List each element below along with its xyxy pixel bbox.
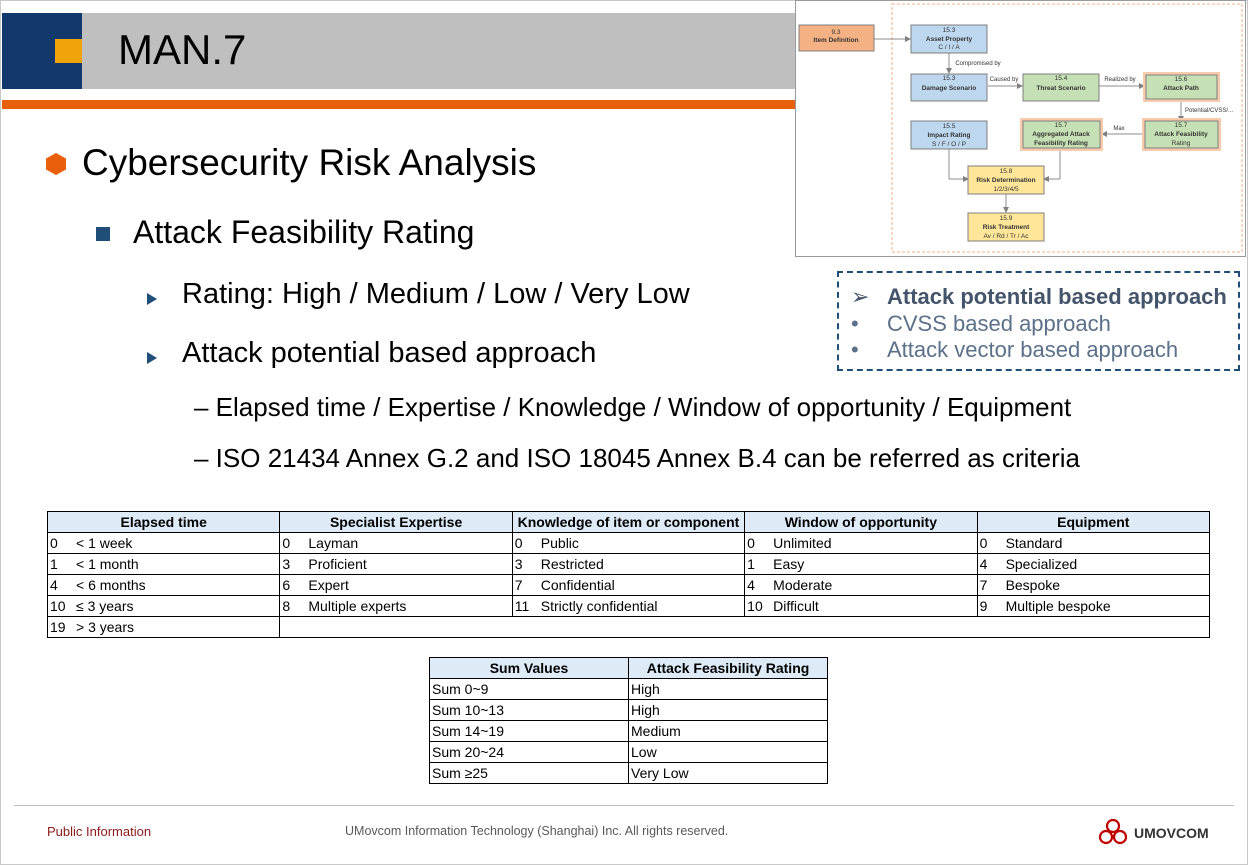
table-cell: 0 Public: [512, 533, 744, 554]
svg-text:15.3: 15.3: [942, 75, 956, 82]
diagram-node-damage-scenario: [911, 74, 987, 101]
table-cell: Low: [629, 742, 828, 763]
slide-title: MAN.7: [118, 26, 247, 73]
column-header: Sum Values: [430, 658, 629, 679]
table-cell: 0 Standard: [977, 533, 1209, 554]
table-cell: 7 Bespoke: [977, 575, 1209, 596]
svg-text:S / F / O / P: S / F / O / P: [932, 141, 966, 148]
svg-text:Asset Property: Asset Property: [925, 36, 973, 43]
svg-text:Rating: Rating: [1171, 140, 1191, 147]
svg-text:15.6: 15.6: [1174, 76, 1188, 83]
diagram-node-attack-path: [1143, 72, 1220, 102]
column-header: Equipment: [977, 512, 1209, 533]
svg-text:Aggregated Attack: Aggregated Attack: [1032, 131, 1090, 138]
svg-text:Impact Rating: Impact Rating: [927, 132, 971, 139]
copyright-text: UMovcom Information Technology (Shanghai) Inc. All rights reserved.: [345, 824, 729, 838]
svg-text:Risk Treatment: Risk Treatment: [982, 224, 1030, 231]
bullet-criteria: – ISO 21434 Annex G.2 and ISO 18045 Annex B.4 can be referred as criteria: [194, 443, 1081, 473]
sum-rating-table: [429, 657, 828, 784]
table-header-row: [430, 658, 828, 679]
bullet-rating: Rating: High / Medium / Low / Very Low: [182, 278, 690, 310]
column-header: Attack Feasibility Rating: [629, 658, 828, 679]
diagram-node-aggregated-feasibility: [1020, 118, 1103, 151]
table-cell: 0 Layman: [280, 533, 512, 554]
table-row: [48, 554, 1210, 575]
svg-text:Item Definition: Item Definition: [813, 37, 859, 44]
column-header: Window of opportunity: [745, 512, 977, 533]
svg-text:15.7: 15.7: [1174, 122, 1188, 129]
approach-box: [837, 271, 1240, 371]
table-cell: 4 < 6 months: [48, 575, 280, 596]
umovcom-logo-icon: [1097, 818, 1129, 846]
table-row: [48, 617, 1210, 638]
table-cell: Sum 20~24: [430, 742, 629, 763]
svg-text:Threat Scenario: Threat Scenario: [1036, 85, 1086, 92]
approach-item: • Attack vector based approach: [851, 337, 1179, 362]
diagram-node-threat-scenario: [1023, 74, 1099, 101]
table-cell: Sum 0~9: [430, 679, 629, 700]
svg-text:15.7: 15.7: [1054, 122, 1068, 129]
bullet-level1: Cybersecurity Risk Analysis: [82, 142, 537, 183]
table-row: [430, 700, 828, 721]
footer-divider: [14, 805, 1234, 806]
table-cell: Sum 10~13: [430, 700, 629, 721]
diagram-node-asset-property: [911, 25, 987, 53]
column-header: Elapsed time: [48, 512, 280, 533]
edge-label: Max: [1113, 126, 1125, 132]
edge-label: Realized by: [1104, 77, 1136, 83]
table-header-row: [48, 512, 1210, 533]
table-cell: Sum 14~19: [430, 721, 629, 742]
table-cell: 10 Difficult: [745, 596, 977, 617]
svg-text:15.5: 15.5: [942, 123, 956, 130]
svg-text:Attack Feasibility: Attack Feasibility: [1154, 131, 1208, 138]
square-bullet-icon: [96, 227, 110, 241]
svg-text:1/2/3/4/5: 1/2/3/4/5: [993, 186, 1019, 193]
table-cell: Sum ≥25: [430, 763, 629, 784]
table-cell: 6 Expert: [280, 575, 512, 596]
arrow-bullet-icon: [147, 352, 157, 364]
column-header: Knowledge of item or component: [512, 512, 744, 533]
table-row: [430, 742, 828, 763]
table-cell: Medium: [629, 721, 828, 742]
table-cell: 4 Moderate: [745, 575, 977, 596]
diagram-node-risk-treatment: [968, 213, 1044, 241]
edge-label: Potential/CVSS/...: [1184, 108, 1234, 114]
bullet-factors: – Elapsed time / Expertise / Knowledge / Window of opportunity / Equipment: [194, 392, 1072, 422]
table-row: [48, 533, 1210, 554]
svg-text:9.3: 9.3: [831, 29, 841, 36]
table-cell-empty: [280, 617, 1210, 638]
svg-text:15.8: 15.8: [999, 168, 1013, 175]
table-cell: 19 > 3 years: [48, 617, 280, 638]
table-row: [430, 763, 828, 784]
table-cell: 3 Proficient: [280, 554, 512, 575]
bullet-attack-potential: Attack potential based approach: [182, 337, 597, 369]
edge-label: Caused by: [989, 77, 1019, 83]
table-cell: Very Low: [629, 763, 828, 784]
hexagon-bullet-icon: [46, 153, 66, 175]
attack-potential-factor-table: [47, 511, 1210, 638]
diagram-node-risk-determination: [968, 166, 1044, 194]
table-cell: 4 Specialized: [977, 554, 1209, 575]
table-cell: 1 < 1 month: [48, 554, 280, 575]
table-row: [48, 575, 1210, 596]
bullet-level2: Attack Feasibility Rating: [133, 214, 475, 250]
column-header: Specialist Expertise: [280, 512, 512, 533]
svg-text:15.4: 15.4: [1054, 75, 1068, 82]
table-cell: 0 < 1 week: [48, 533, 280, 554]
svg-text:Attack Path: Attack Path: [1163, 85, 1199, 92]
svg-text:C / I / A: C / I / A: [938, 44, 960, 51]
svg-text:Risk Determination: Risk Determination: [976, 177, 1036, 184]
table-cell: 7 Confidential: [512, 575, 744, 596]
svg-text:15.9: 15.9: [999, 215, 1013, 222]
approach-item: ➢ Attack potential based approach: [851, 284, 1227, 309]
table-cell: 1 Easy: [745, 554, 977, 575]
header-underline: [2, 100, 798, 109]
table-cell: 3 Restricted: [512, 554, 744, 575]
svg-text:Damage Scenario: Damage Scenario: [921, 85, 977, 92]
header-accent-square: [55, 39, 82, 63]
table-cell: High: [629, 679, 828, 700]
table-row: [430, 679, 828, 700]
classification-label: Public Information: [47, 824, 152, 839]
edge-label: Compromised by: [955, 61, 1001, 67]
diagram-node-impact-rating: [911, 121, 987, 149]
svg-text:Av / Rd / Tr / Ac: Av / Rd / Tr / Ac: [983, 233, 1029, 240]
table-cell: 8 Multiple experts: [280, 596, 512, 617]
table-cell: 10 ≤ 3 years: [48, 596, 280, 617]
svg-text:15.3: 15.3: [942, 27, 956, 34]
table-cell: 0 Unlimited: [745, 533, 977, 554]
table-row: [430, 721, 828, 742]
table-cell: 9 Multiple bespoke: [977, 596, 1209, 617]
arrow-bullet-icon: [147, 293, 157, 305]
table-row: [48, 596, 1210, 617]
logo-text: UMOVCOM: [1134, 825, 1209, 841]
diagram-node-item-definition: [799, 25, 874, 51]
svg-text:Feasibility Rating: Feasibility Rating: [1034, 140, 1088, 147]
table-cell: High: [629, 700, 828, 721]
approach-item: • CVSS based approach: [851, 311, 1111, 336]
diagram-node-attack-feasibility: [1142, 118, 1221, 151]
risk-analysis-diagram: [795, 0, 1246, 257]
table-cell: 11 Strictly confidential: [512, 596, 744, 617]
